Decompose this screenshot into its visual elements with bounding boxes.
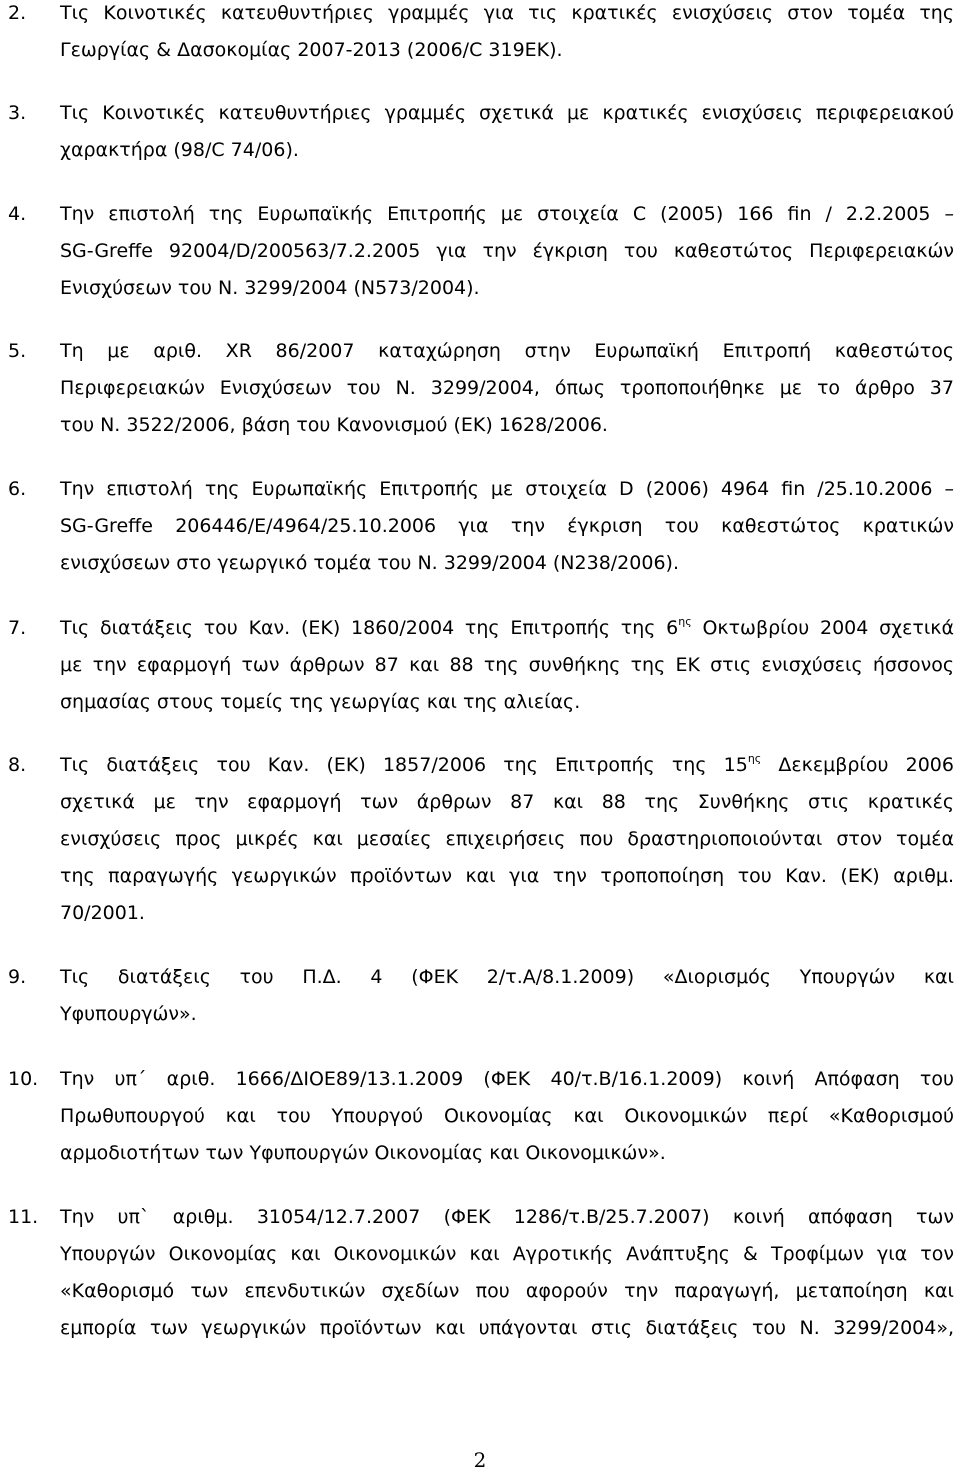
item-text-line: Περιφερειακών Ενισχύσεων του Ν. 3299/2004, όπως τροποποιήθηκε με το άρθρο 37 xyxy=(60,377,954,399)
item-text-line: 70/2001. xyxy=(60,902,145,924)
item-text-line: αρμοδιοτήτων των Υφυπουργών Οικονομίας και Οικονομικών». xyxy=(60,1142,666,1164)
item-text-line: Την υπ` αριθμ. 31054/12.7.2007 (ΦΕΚ 1286/τ.Β/25.7.2007) κοινή απόφαση των xyxy=(60,1206,954,1228)
item-number: 8. xyxy=(8,754,27,776)
item-text-line: εμπορία των γεωργικών προϊόντων και υπάγονται στις διατάξεις του Ν. 3299/2004», xyxy=(60,1317,954,1339)
item-text-line: ενισχύσεις προς μικρές και μεσαίες επιχειρήσεις που δραστηριοποιούνται στον τομέα xyxy=(60,828,954,850)
item-number: 6. xyxy=(8,478,27,500)
item-text-line: Υπουργών Οικονομίας και Οικονομικών και Αγροτικής Ανάπτυξης & Τροφίμων για τον xyxy=(60,1243,954,1265)
item-text-line: Τις Κοινοτικές κατευθυντήριες γραμμές σχετικά με κρατικές ενισχύσεις περιφερειακού xyxy=(60,102,954,124)
item-text-line: «Καθορισμό των επενδυτικών σχεδίων που αφορούν την παραγωγή, μεταποίηση και xyxy=(60,1280,954,1302)
item-text-line: του Ν. 3522/2006, βάση του Κανονισμού (ΕΚ) 1628/2006. xyxy=(60,414,608,436)
item-text-line: Τις διατάξεις του Καν. (ΕΚ) 1860/2004 της Επιτροπής της $6^{\eta\varsigma}$ Οκτωβρίου 2004 σχετικά xyxy=(60,615,954,639)
item-number: 4. xyxy=(8,203,27,225)
item-text-line: Γεωργίας & Δασοκομίας 2007-2013 (2006/C 319ΕΚ). xyxy=(60,39,563,61)
item-number: 11. xyxy=(8,1206,39,1228)
item-text-line: χαρακτήρα (98/C 74/06). xyxy=(60,139,299,161)
item-text-line: Την επιστολή της Ευρωπαϊκής Επιτροπής με στοιχεία D (2006) 4964 fin /25.10.2006 – xyxy=(60,478,954,500)
item-text-line: Τις Κοινοτικές κατευθυντήριες γραμμές για τις κρατικές ενισχύσεις στον τομέα της xyxy=(60,2,954,24)
item-text-line: σημασίας στους τομείς της γεωργίας και της αλιείας. xyxy=(60,691,581,713)
item-number: 10. xyxy=(8,1068,39,1090)
item-text-line: ενισχύσεων στο γεωργικό τομέα του Ν. 3299/2004 (Ν238/2006). xyxy=(60,552,679,574)
item-text-line: Τις διατάξεις του Π.Δ. 4 (ΦΕΚ 2/τ.Α/8.1.2009) «Διορισμός Υπουργών και xyxy=(60,966,954,988)
item-text-line: Τις διατάξεις του Καν. (ΕΚ) 1857/2006 της Επιτροπής της $15^{\eta\varsigma}$ Δεκεμβρίου 2006 xyxy=(60,752,954,776)
item-text-line: Ενισχύσεων του Ν. 3299/2004 (Ν573/2004). xyxy=(60,277,480,299)
item-number: 5. xyxy=(8,340,27,362)
item-text-line: SG-Greffe 92004/D/200563/7.2.2005 για την έγκριση του καθεστώτος Περιφερειακών xyxy=(60,240,954,262)
item-number: 7. xyxy=(8,617,27,639)
item-text-line: σχετικά με την εφαρμογή των άρθρων 87 και 88 της Συνθήκης στις κρατικές xyxy=(60,791,954,813)
ordinal-suffix: ης xyxy=(747,752,762,765)
page-number: 2 xyxy=(473,1448,487,1472)
item-text-line: Την επιστολή της Ευρωπαϊκής Επιτροπής με στοιχεία C (2005) 166 fin / 2.2.2005 – xyxy=(60,203,954,225)
item-number: 3. xyxy=(8,102,27,124)
item-text-line: Την υπ΄ αριθ. 1666/ΔΙΟΕ89/13.1.2009 (ΦΕΚ 40/τ.Β/16.1.2009) κοινή Απόφαση του xyxy=(60,1068,954,1090)
item-number: 9. xyxy=(8,966,27,988)
item-text-line: Πρωθυπουργού και του Υπουργού Οικονομίας και Οικονομικών περί «Καθορισμού xyxy=(60,1105,954,1127)
ordinal-suffix: ης xyxy=(678,615,692,628)
item-text-line: Τη με αριθ. XR 86/2007 καταχώρηση στην Ευρωπαϊκή Επιτροπή καθεστώτος xyxy=(60,340,954,362)
item-text-line: της παραγωγής γεωργικών προϊόντων και για την τροποποίηση του Καν. (ΕΚ) αριθμ. xyxy=(60,865,954,887)
item-number: 2. xyxy=(8,2,27,24)
item-text-line: SG-Greffe 206446/E/4964/25.10.2006 για την έγκριση του καθεστώτος κρατικών xyxy=(60,515,954,537)
item-text-line: Υφυπουργών». xyxy=(60,1003,197,1025)
item-text-line: με την εφαρμογή των άρθρων 87 και 88 της συνθήκης της ΕΚ στις ενισχύσεις ήσσονος xyxy=(60,654,954,676)
